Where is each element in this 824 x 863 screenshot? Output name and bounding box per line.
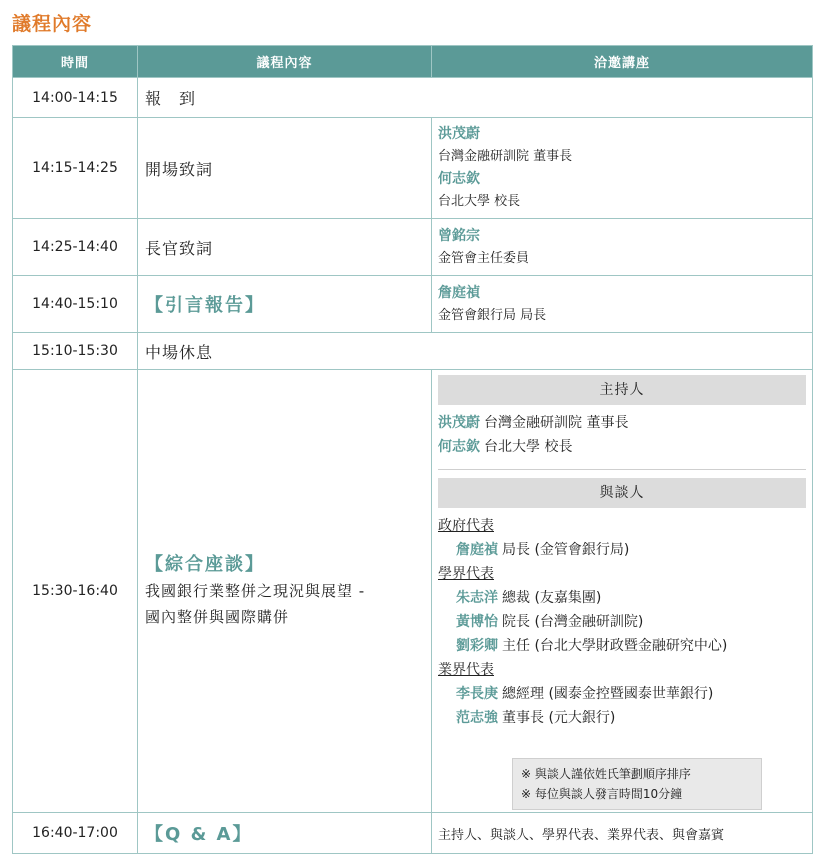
speaker-name: 何志欽 (438, 171, 480, 187)
row-time: 14:15-14:25 (13, 118, 138, 219)
row-time: 15:30-16:40 (13, 370, 138, 813)
panelist-title: 總經理 (國泰金控暨國泰世華銀行) (502, 686, 714, 702)
panelist-entry (438, 682, 806, 706)
panel-topic-line2: 國內整併與國際購併 (145, 608, 290, 626)
note-time-limit: ※ 每位與談人發言時間10分鐘 (521, 787, 683, 801)
panelist-name: 詹庭禎 (456, 542, 498, 558)
panelist-title: 主任 (台北大學財政暨金融研究中心) (502, 638, 728, 654)
panel-speakers (432, 370, 813, 813)
divider (438, 469, 806, 470)
table-row (13, 118, 813, 219)
row-speakers: 主持人、與談人、學界代表、業界代表、與會嘉賓 (432, 813, 813, 854)
gov-rep-label: 政府代表 (438, 518, 494, 534)
speaker-name: 詹庭禎 (438, 284, 480, 301)
page-title: 議程內容 (12, 13, 93, 35)
host-title: 台北大學 校長 (484, 439, 573, 455)
intro-report-label: 【引言報告】 (145, 295, 265, 316)
speaker-name: 洪茂蔚 (438, 126, 480, 142)
row-speakers (432, 118, 813, 219)
speaker-title: 金管會主任委員 (438, 250, 530, 266)
speaker-title: 金管會銀行局 局長 (438, 307, 547, 323)
table-row (13, 78, 813, 118)
table-row (13, 219, 813, 276)
academic-rep-label: 學界代表 (438, 566, 494, 582)
speaker-title: 台灣金融研訓院 董事長 (438, 149, 573, 164)
row-time: 15:10-15:30 (13, 333, 138, 370)
host-entry (438, 411, 806, 435)
agenda-table (12, 45, 813, 854)
header-time: 時間 (13, 46, 138, 78)
table-row (13, 276, 813, 333)
host-entry (438, 435, 806, 459)
row-topic: 報 到 (138, 78, 813, 118)
panelist-entry (438, 634, 806, 658)
speaker-title: 台北大學 校長 (438, 194, 521, 209)
panelist-entry (438, 586, 806, 610)
panel-discussion-label: 【綜合座談】 (145, 554, 265, 575)
host-name: 洪茂蔚 (438, 415, 480, 431)
header-content: 議程內容 (138, 46, 432, 78)
row-topic: 長官致詞 (138, 219, 432, 276)
panelist-name: 黃博怡 (456, 614, 498, 630)
speaker-name: 曾銘宗 (438, 227, 480, 244)
qa-label: 【Q & A】 (145, 824, 253, 845)
header-speakers: 洽邀講座 (432, 46, 813, 78)
host-header: 主持人 (438, 375, 806, 405)
note-order: ※ 與談人謹依姓氏筆劃順序排序 (521, 767, 691, 781)
panelist-title: 院長 (台灣金融研訓院) (502, 614, 644, 630)
table-row (13, 333, 813, 370)
row-time: 14:40-15:10 (13, 276, 138, 333)
row-topic: 中場休息 (138, 333, 813, 370)
notes-box (512, 758, 762, 810)
row-topic (138, 813, 432, 854)
row-topic (138, 276, 432, 333)
host-name: 何志欽 (438, 439, 480, 455)
row-time: 14:00-14:15 (13, 78, 138, 118)
panelist-entry (438, 706, 806, 730)
panelist-entry (438, 538, 806, 562)
row-time: 16:40-17:00 (13, 813, 138, 854)
industry-rep-label: 業界代表 (438, 662, 494, 678)
host-title: 台灣金融研訓院 董事長 (484, 415, 629, 431)
table-row (13, 370, 813, 813)
panelist-header: 與談人 (438, 478, 806, 508)
panelist-title: 局長 (金管會銀行局) (502, 542, 630, 558)
panelist-title: 總裁 (友嘉集團) (502, 590, 602, 606)
panelist-name: 劉彩卿 (456, 638, 498, 654)
row-speakers (432, 276, 813, 333)
panelist-name: 朱志洋 (456, 590, 498, 606)
row-topic (138, 370, 432, 813)
row-topic: 開場致詞 (138, 118, 432, 219)
row-speakers (432, 219, 813, 276)
panelist-title: 董事長 (元大銀行) (502, 710, 616, 726)
panelist-entry (438, 610, 806, 634)
table-row (13, 813, 813, 854)
table-header-row (13, 46, 813, 78)
panelist-name: 范志強 (456, 710, 498, 726)
row-time: 14:25-14:40 (13, 219, 138, 276)
panel-topic-line1: 我國銀行業整併之現況與展望 - (145, 582, 366, 600)
panelist-name: 李長庚 (456, 686, 498, 702)
